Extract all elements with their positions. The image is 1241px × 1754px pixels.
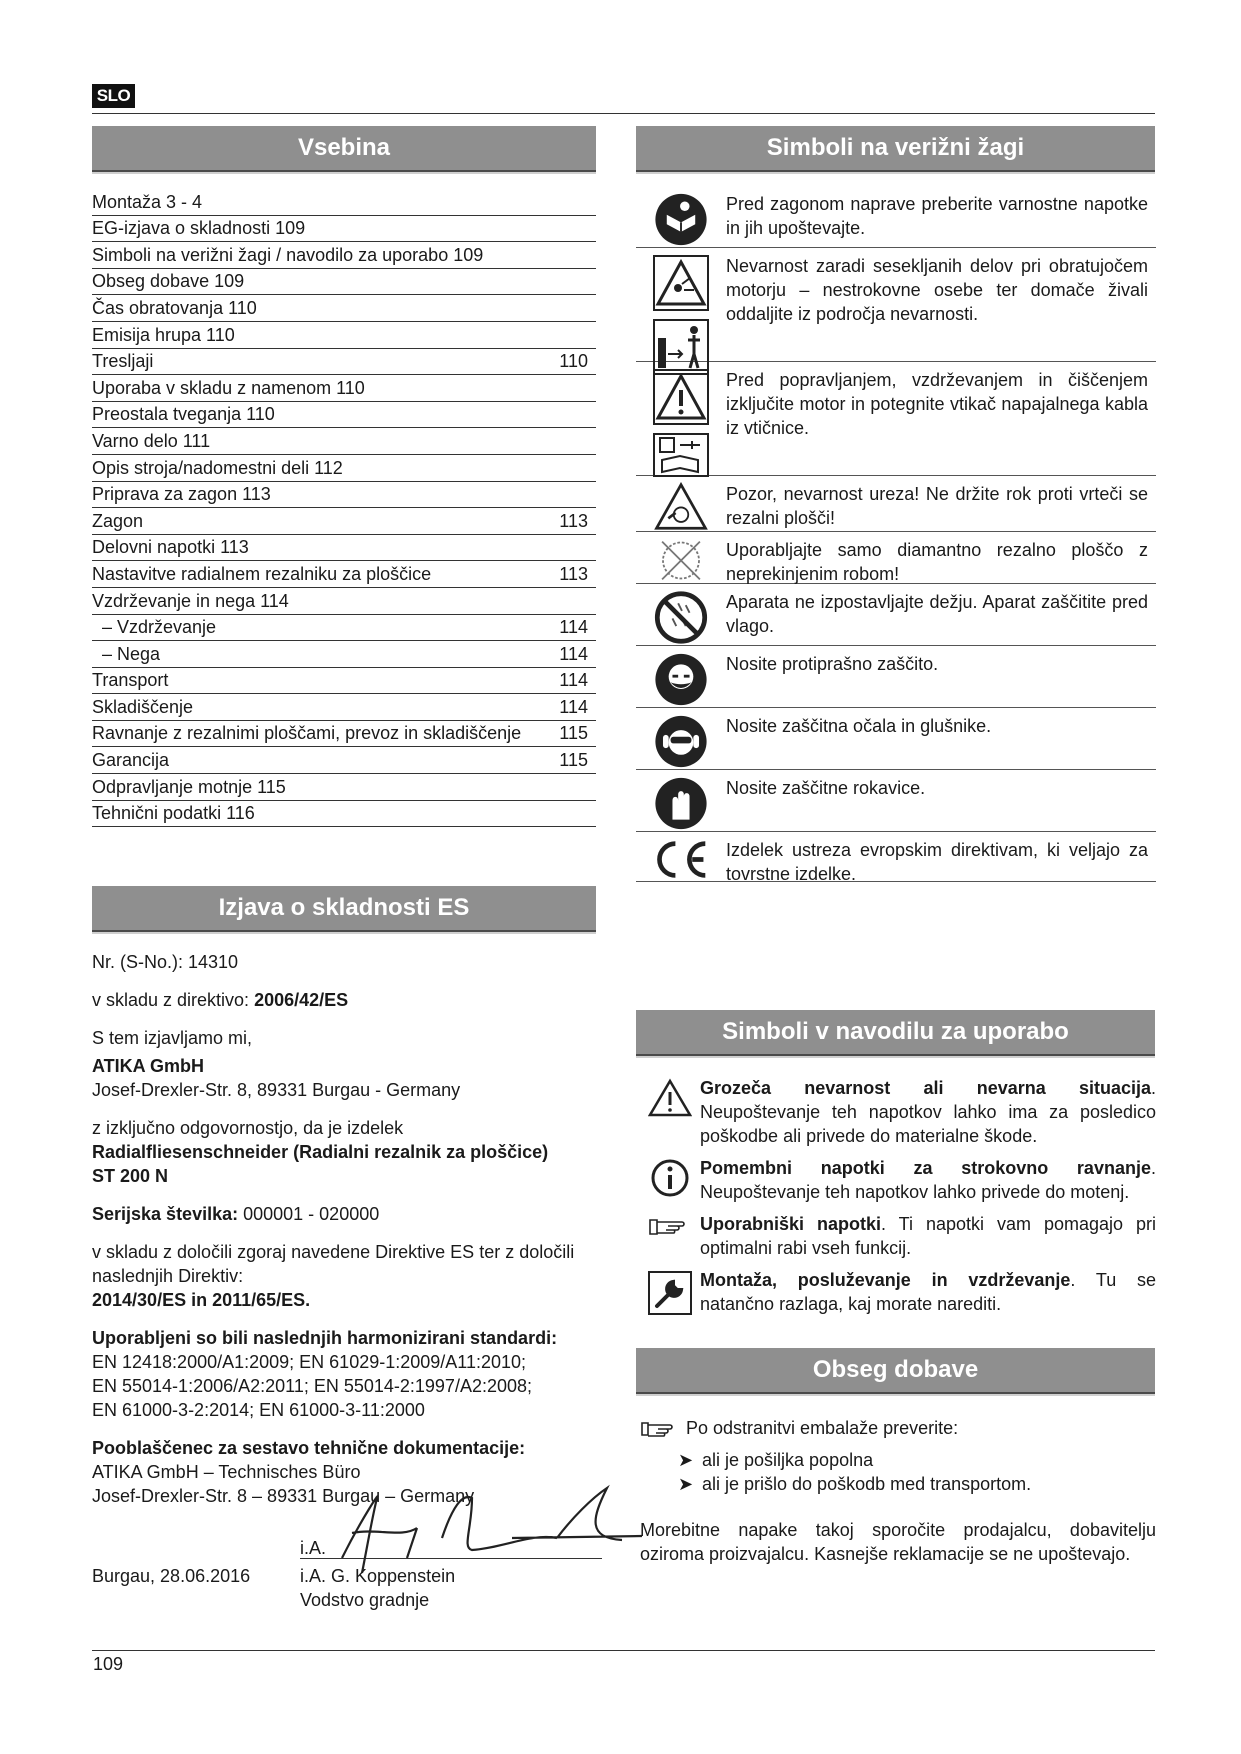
toc-item-label: Skladiščenje xyxy=(92,696,194,717)
pointing-hand-icon xyxy=(640,1212,700,1260)
symbol-description: Pred popravljanjem, vzdrževanjem in čiščenjem izključite motor in potegnite vtikač napajalnega kabla iz vtičnice. xyxy=(726,370,1148,438)
toc-item-label: Priprava za zagon 113 xyxy=(92,484,271,505)
footer-rule xyxy=(92,1650,1155,1651)
signer-role: Vodstvo gradnje xyxy=(300,1590,430,1610)
toc-item-page: 114 xyxy=(559,617,588,638)
toc-item xyxy=(92,535,596,562)
standards-line-1: EN 12418:2000/A1:2009; EN 61029-1:2009/A11:2010; xyxy=(92,1352,527,1372)
toc-item xyxy=(92,482,596,509)
toc-item xyxy=(92,375,596,402)
ejected-parts-warning-icon xyxy=(636,248,726,361)
symbols-table xyxy=(636,186,1156,882)
toc-item-label: Varno delo 111 xyxy=(92,430,211,451)
symbol-row xyxy=(636,362,1156,476)
scope-intro: Po odstranitvi embalaže preverite: xyxy=(686,1418,959,1438)
manual-symbol-row xyxy=(640,1268,1156,1316)
standards-label: Uporabljeni so bili naslednjih harmonizirani standardi: xyxy=(92,1328,558,1348)
symbol-row xyxy=(636,532,1156,584)
toc-item xyxy=(92,721,596,748)
ce-mark-icon xyxy=(636,832,726,881)
toc-item xyxy=(92,747,596,774)
toc-item xyxy=(92,322,596,349)
diamond-blade-icon xyxy=(636,532,726,583)
manual-symbols-heading: Simboli v navodilu za uporabo xyxy=(636,1010,1155,1056)
toc-item xyxy=(92,269,596,296)
toc-item-label: Tehnični podatki 116 xyxy=(92,803,255,824)
declaration-further: v skladu z določili zgoraj navedene Direktive ES ter z določili naslednjih Direktiv: xyxy=(92,1242,575,1286)
toc-item-label: Transport xyxy=(92,670,169,691)
symbols-heading: Simboli na verižni žagi xyxy=(636,126,1155,172)
symbol-row xyxy=(636,186,1156,248)
page-number: 109 xyxy=(93,1654,124,1674)
table-of-contents xyxy=(92,189,596,827)
goggles-ear-protection-icon xyxy=(636,708,726,769)
toc-item-label: Simboli na verižni žagi / navodilo za uporabo 109 xyxy=(92,244,484,265)
rotating-blade-warning-icon xyxy=(636,476,726,531)
toc-item xyxy=(92,402,596,429)
declaration-number: Nr. (S-No.): 14310 xyxy=(92,952,239,972)
toc-item-label: Montaža 3 - 4 xyxy=(92,191,203,212)
manual-symbol-row xyxy=(640,1156,1156,1204)
warning-triangle-icon xyxy=(640,1076,700,1148)
scope-bullet: ➤ ali je pošiljka popolna xyxy=(678,1450,874,1470)
toc-item-page: 114 xyxy=(559,670,588,691)
symbol-row xyxy=(636,248,1156,362)
toc-item-page: 115 xyxy=(559,723,588,744)
toc-item-label: Obseg dobave 109 xyxy=(92,271,245,292)
symbol-row xyxy=(636,584,1156,646)
toc-item-label: EG-izjava o skladnosti 109 xyxy=(92,218,306,239)
declaration-address: Josef-Drexler-Str. 8, 89331 Burgau - Germany xyxy=(92,1080,461,1100)
toc-item xyxy=(92,508,596,535)
symbol-description: Nosite protiprašno zaščito. xyxy=(726,654,939,674)
toc-item xyxy=(92,641,596,668)
symbol-description: Nosite zaščitna očala in glušnike. xyxy=(726,716,992,736)
symbol-row xyxy=(636,770,1156,832)
standards-line-3: EN 61000-3-2:2014; EN 61000-3-11:2000 xyxy=(92,1400,425,1420)
symbol-description: Aparata ne izpostavljajte dežju. Aparat zaščitite pred vlago. xyxy=(726,592,1148,636)
declaration-directive: v skladu z direktivo: 2006/42/ES xyxy=(92,990,349,1010)
manual-symbol-row xyxy=(640,1076,1156,1148)
symbol-row xyxy=(636,646,1156,708)
toc-item-label: Emisija hrupa 110 xyxy=(92,324,235,345)
scope-heading: Obseg dobave xyxy=(636,1348,1155,1394)
read-manual-icon xyxy=(636,186,726,247)
toc-item xyxy=(92,349,596,376)
symbol-description: Nosite zaščitne rokavice. xyxy=(726,778,926,798)
toc-item xyxy=(92,295,596,322)
toc-item-label: Odpravljanje motnje 115 xyxy=(92,776,286,797)
gloves-icon xyxy=(636,770,726,831)
manual-symbol-description: Uporabniški napotki. Ti napotki vam pomagajo pri optimalni rabi vseh funkcij. xyxy=(700,1214,1156,1258)
toc-item-label: Uporaba v skladu z namenom 110 xyxy=(92,377,365,398)
toc-heading: Vsebina xyxy=(92,126,596,172)
bullet-arrow-icon: ➤ xyxy=(678,1450,694,1470)
signature-ia: i.A. xyxy=(300,1538,327,1558)
declaration-further-directives: 2014/30/ES in 2011/65/ES. xyxy=(92,1290,311,1310)
handwritten-signature xyxy=(322,1478,652,1578)
standards-line-2: EN 55014-1:2006/A2:2011; EN 55014-2:1997/A2:2008; xyxy=(92,1376,533,1396)
toc-item xyxy=(92,189,596,216)
toc-item-label: Nastavitve radialnem rezalniku za ploščice xyxy=(92,563,432,584)
toc-item-page: 114 xyxy=(559,643,588,664)
manual-symbol-row xyxy=(640,1212,1156,1260)
signer-name: i.A. G. Koppenstein xyxy=(300,1566,456,1586)
dust-mask-icon xyxy=(636,646,726,707)
toc-item-label: Zagon xyxy=(92,510,144,531)
toc-item-page: 115 xyxy=(559,750,588,771)
toc-item-label: Garancija xyxy=(92,750,170,771)
manual-symbols-list xyxy=(640,1076,1156,1324)
symbol-description: Uporabljajte samo diamantno rezalno ploščo z neprekinjenim robom! xyxy=(726,540,1148,584)
toc-item-label: Preostala tveganja 110 xyxy=(92,404,275,425)
manual-symbol-description: Grozeča nevarnost ali nevarna situacija. Neupoštevanje teh napotkov lahko ima za posledico poškodbe ali privede do materialne škode. xyxy=(700,1078,1156,1146)
toc-item xyxy=(92,428,596,455)
no-rain-icon xyxy=(636,584,726,645)
declaration-intro: S tem izjavljamo mi, xyxy=(92,1028,253,1048)
toc-item-label: – Vzdrževanje xyxy=(102,617,217,638)
manual-symbol-description: Montaža, posluževanje in vzdrževanje. Tu se natančno razlaga, kaj morate narediti. xyxy=(700,1270,1156,1314)
declaration-body xyxy=(92,950,596,1508)
manual-symbol-description: Pomembni napotki za strokovno ravnanje. Neupoštevanje teh napotkov lahko privede do motenj. xyxy=(700,1158,1156,1202)
toc-item xyxy=(92,694,596,721)
symbol-description: Nevarnost zaradi sesekljanih delov pri obratujočem motorju – nestrokovne osebe ter domače živali oddaljite iz področja nevarnosti. xyxy=(726,256,1148,324)
declaration-responsibility: z izključno odgovornostjo, da je izdelek xyxy=(92,1118,404,1138)
toc-item-label: – Nega xyxy=(102,643,161,664)
toc-item-label: Vzdrževanje in nega 114 xyxy=(92,590,289,611)
symbol-row xyxy=(636,476,1156,532)
scope-body xyxy=(640,1416,1156,1566)
symbol-description: Pozor, nevarnost ureza! Ne držite rok proti vrteči se rezalni plošči! xyxy=(726,484,1148,528)
declaration-product: Radialfliesenschneider (Radialni rezalnik za ploščice) xyxy=(92,1142,549,1162)
unplug-warning-icon xyxy=(636,362,726,475)
toc-item xyxy=(92,801,596,828)
toc-item xyxy=(92,774,596,801)
bullet-arrow-icon: ➤ xyxy=(678,1474,694,1494)
toc-item xyxy=(92,242,596,269)
pointing-hand-icon xyxy=(640,1417,680,1439)
authorized-label: Pooblaščenec za sestavo tehnične dokumentacije: xyxy=(92,1438,526,1458)
authorized-line-2: Josef-Drexler-Str. 8 – 89331 Burgau – Germany xyxy=(92,1486,475,1506)
toc-item xyxy=(92,455,596,482)
scope-bullet: ➤ ali je prišlo do poškodb med transportom. xyxy=(678,1474,1032,1494)
header-rule xyxy=(92,113,1155,114)
toc-item-label: Čas obratovanja 110 xyxy=(92,297,257,318)
toc-item-label: Tresljaji xyxy=(92,351,154,372)
toc-item-page: 113 xyxy=(559,510,588,531)
toc-item xyxy=(92,216,596,243)
toc-item-label: Opis stroja/nadomestni deli 112 xyxy=(92,457,343,478)
declaration-company: ATIKA GmbH xyxy=(92,1056,204,1076)
info-icon xyxy=(640,1156,700,1204)
wrench-icon xyxy=(640,1268,700,1316)
declaration-serial: Serijska številka: 000001 - 020000 xyxy=(92,1204,380,1224)
toc-item-label: Ravnanje z rezalnimi ploščami, prevoz in skladiščenje xyxy=(92,723,522,744)
toc-item-label: Delovni napotki 113 xyxy=(92,537,249,558)
symbol-row xyxy=(636,708,1156,770)
toc-item xyxy=(92,668,596,695)
toc-item-page: 114 xyxy=(559,696,588,717)
toc-item-page: 113 xyxy=(559,563,588,584)
language-badge: SLO xyxy=(92,84,135,108)
toc-item xyxy=(92,588,596,615)
toc-item xyxy=(92,615,596,642)
declaration-heading: Izjava o skladnosti ES xyxy=(92,886,596,932)
symbol-description: Izdelek ustreza evropskim direktivam, ki veljajo za tovrstne izdelke. xyxy=(726,840,1148,884)
scope-intro-row xyxy=(640,1416,1156,1440)
authorized-line-1: ATIKA GmbH – Technisches Büro xyxy=(92,1462,361,1482)
declaration-model: ST 200 N xyxy=(92,1166,169,1186)
symbol-description: Pred zagonom naprave preberite varnostne napotke in jih upoštevajte. xyxy=(726,194,1148,238)
scope-note: Morebitne napake takoj sporočite prodajalcu, dobavitelju oziroma proizvajalcu. Kasnejše reklamacije se ne upoštevajo. xyxy=(640,1520,1156,1564)
symbol-row xyxy=(636,832,1156,882)
toc-item-page: 110 xyxy=(559,351,588,372)
toc-item xyxy=(92,561,596,588)
place-date: Burgau, 28.06.2016 xyxy=(92,1566,251,1586)
